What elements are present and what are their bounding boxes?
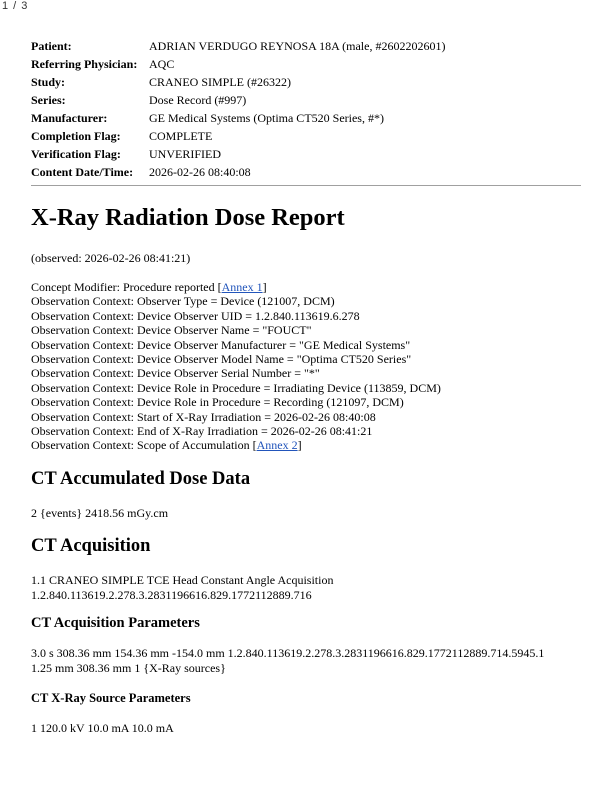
observation-context-item: Observation Context: Device Observer Serial Number = "*" xyxy=(31,366,320,381)
header-row-verification-flag xyxy=(31,145,445,163)
observation-context-item: Observation Context: Device Observer UID = 1.2.840.113619.6.278 xyxy=(31,308,360,323)
xray-source-parameters-heading: CT X-Ray Source Parameters xyxy=(31,690,191,705)
observation-context-item: Observation Context: Device Observer Manufacturer = "GE Medical Systems" xyxy=(31,337,411,352)
header-row-content-datetime xyxy=(31,163,445,181)
header-value: GE Medical Systems (Optima CT520 Series, #*) xyxy=(149,111,384,125)
header-label: Series: xyxy=(31,93,66,107)
header-label: Referring Physician: xyxy=(31,57,138,71)
scope-text: Observation Context: Scope of Accumulation [ xyxy=(31,438,257,453)
header-value: AQC xyxy=(149,57,175,71)
header-row-manufacturer xyxy=(31,109,445,127)
accumulated-dose-heading: CT Accumulated Dose Data xyxy=(31,468,251,489)
observation-context-item: Observation Context: Observer Type = Device (121007, DCM) xyxy=(31,294,335,309)
concept-modifier-text: Concept Modifier: Procedure reported [ xyxy=(31,280,222,294)
header-label: Manufacturer: xyxy=(31,111,108,125)
annex-1-link[interactable]: Annex 1 xyxy=(221,280,263,294)
concept-modifier-suffix: ] xyxy=(262,280,267,294)
header-label: Completion Flag: xyxy=(31,129,121,143)
header-value: COMPLETE xyxy=(149,129,213,143)
acquisition-description: 1.1 CRANEO SIMPLE TCE Head Constant Angle Acquisition xyxy=(31,573,334,588)
header-row-series xyxy=(31,91,445,109)
header-value: Dose Record (#997) xyxy=(149,93,247,107)
observation-context-item: Observation Context: Device Observer Name = "FOUCT" xyxy=(31,323,312,338)
report-title: X-Ray Radiation Dose Report xyxy=(31,204,345,231)
annex-2-link[interactable]: Annex 2 xyxy=(256,438,298,453)
ct-acquisition-block xyxy=(31,573,591,602)
header-label: Content Date/Time: xyxy=(31,165,134,179)
observed-timestamp: (observed: 2026-02-26 08:41:21) xyxy=(31,251,191,265)
acquisition-parameters-heading: CT Acquisition Parameters xyxy=(31,615,200,632)
observation-context-item: Observation Context: Start of X-Ray Irradiation = 2026-02-26 08:40:08 xyxy=(31,409,376,424)
xray-source-parameters-value: 1 120.0 kV 10.0 mA 10.0 mA xyxy=(31,720,174,735)
acquisition-parameters-line: 1.25 mm 308.36 mm 1 {X-Ray sources} xyxy=(31,660,226,675)
header-label: Verification Flag: xyxy=(31,147,121,161)
concept-modifier-line xyxy=(31,280,591,294)
accumulated-dose-value: 2 {events} 2418.56 mGy.cm xyxy=(31,505,169,520)
page-number: 1 / 3 xyxy=(2,0,29,12)
observation-context-item: Observation Context: Device Observer Model Name = "Optima CT520 Series" xyxy=(31,352,412,367)
report-body xyxy=(31,202,591,735)
acquisition-uid: 1.2.840.113619.2.278.3.2831196616.829.1772112889.716 xyxy=(31,587,312,602)
acquisition-parameters-line: 3.0 s 308.36 mm 154.36 mm -154.0 mm 1.2.840.113619.2.278.3.2831196616.829.1772112889.714.5945.1 xyxy=(31,646,545,661)
observation-context-item: Observation Context: Device Role in Procedure = Irradiating Device (113859, DCM) xyxy=(31,380,441,395)
patient-header-table xyxy=(31,37,445,181)
header-row-referring-physician xyxy=(31,55,445,73)
header-divider xyxy=(31,185,581,186)
acquisition-parameters-block xyxy=(31,646,591,675)
header-value: 2026-02-26 08:40:08 xyxy=(149,165,251,179)
header-value: ADRIAN VERDUGO REYNOSA 18A (male, #2602202601) xyxy=(149,39,446,53)
observation-context-item: Observation Context: End of X-Ray Irradiation = 2026-02-26 08:41:21 xyxy=(31,424,373,439)
scope-of-accumulation-line xyxy=(31,438,591,452)
header-value: UNVERIFIED xyxy=(149,147,221,161)
header-row-patient xyxy=(31,37,445,55)
header-row-study xyxy=(31,73,445,91)
observation-context-item: Observation Context: Device Role in Procedure = Recording (121097, DCM) xyxy=(31,395,404,410)
observation-context-list xyxy=(31,280,591,453)
scope-suffix: ] xyxy=(297,438,302,453)
ct-acquisition-heading: CT Acquisition xyxy=(31,536,151,557)
header-label: Study: xyxy=(31,75,66,89)
header-label: Patient: xyxy=(31,39,72,53)
header-value: CRANEO SIMPLE (#26322) xyxy=(149,75,292,89)
header-row-completion-flag xyxy=(31,127,445,145)
